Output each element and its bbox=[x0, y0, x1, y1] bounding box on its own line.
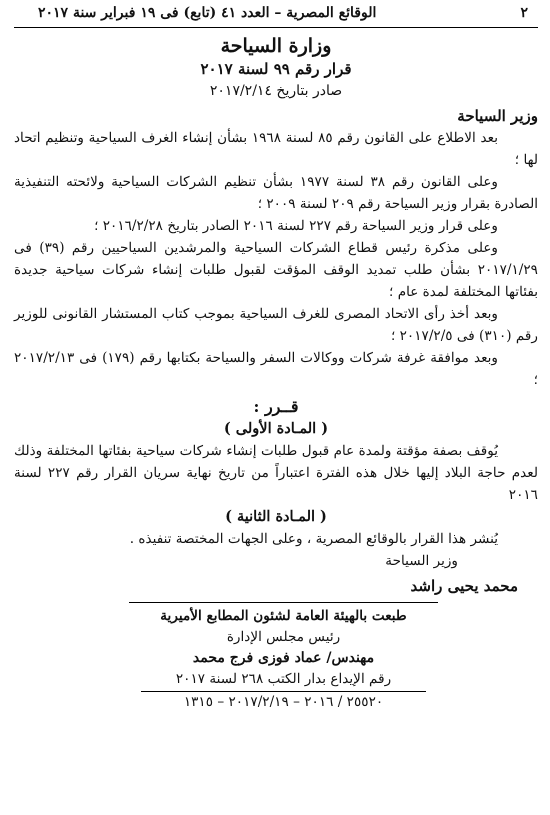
preamble-clause: وعلى القانون رقم ٣٨ لسنة ١٩٧٧ بشأن تنظيم الشركات السياحية ولائحته التنفيذية الصادرة بقرار وزير السياحة رقم ٢٠٩ لسنة ٢٠٠٩ ؛ bbox=[14, 174, 538, 212]
print-code: ٢٥٥٢٠ / ٢٠١٦ – ٢٠١٧/٢/١٩ – ١٣١٥ bbox=[141, 691, 426, 712]
issuer-title: وزير السياحة bbox=[457, 107, 538, 125]
preamble-clause: بعد الاطلاع على القانون رقم ٨٥ لسنة ١٩٦٨ بشأن إنشاء الغرف السياحية وتنظيم اتحاد لها ؛ bbox=[14, 130, 538, 168]
preamble-clause: وبعد موافقة غرفة شركات ووكالات السفر والسياحة بكتابها رقم (١٧٩) فى ٢٠١٧/٢/١٣ ؛ bbox=[14, 350, 538, 388]
signer-title: وزير السياحة bbox=[385, 553, 458, 569]
signer-name: محمد يحيى راشد bbox=[410, 577, 518, 595]
article-two-text: يُنشر هذا القرار بالوقائع المصرية ، وعلى الجهات المختصة تنفيذه . bbox=[129, 531, 498, 547]
decree-date: صادر بتاريخ ٢٠١٧/٢/١٤ bbox=[209, 83, 343, 99]
preamble-clause: وبعد أخذ رأى الاتحاد المصرى للغرف السياحية بموجب كتاب المستشار القانونى للوزير رقم (٣١٠) فى ٢٠١٧/٢/٥ ؛ bbox=[14, 306, 538, 344]
article-one-text: يُوقف بصفة مؤقتة ولمدة عام قبول طلبات إنشاء شركات سياحية بفئاتها المختلفة وذلك لعدم حاجة البلاد إليها خلال هذه الفترة اعتباراً من تاريخ نهاية سريان القرار رقم ٢٢٧ لسنة ٢٠١٦ bbox=[14, 443, 538, 503]
gazette-issue-info: الوقائع المصرية – العدد ٤١ (تابع) فى ١٩ فبراير سنة ٢٠١٧ bbox=[38, 5, 377, 21]
page-header bbox=[14, 2, 538, 24]
preamble-clause: وعلى قرار وزير السياحة رقم ٢٢٧ لسنة ٢٠١٦ الصادر بتاريخ ٢٠١٦/٢/٢٨ ؛ bbox=[94, 218, 498, 234]
printer-footer bbox=[129, 602, 438, 712]
printed-by: طبعت بالهيئة العامة لشئون المطابع الأميرية bbox=[160, 608, 407, 624]
ministry-title: وزارة السياحة bbox=[220, 35, 332, 57]
preamble bbox=[14, 127, 538, 391]
article-one-title: ( المـادة الأولى ) bbox=[223, 420, 329, 437]
chair-name: مهندس/ عماد فوزى فرج محمد bbox=[192, 650, 375, 666]
page-number: ٢ bbox=[520, 5, 528, 21]
decree-number: قرار رقم ٩٩ لسنة ٢٠١٧ bbox=[200, 60, 352, 78]
decided-heading: قــرر : bbox=[253, 397, 299, 416]
preamble-clause: وعلى مذكرة رئيس قطاع الشركات السياحية والمرشدين السياحيين رقم (٣٩) فى ٢٠١٧/١/٢٩ بشأن طلب تمديد الوقف المؤقت لقبول طلبات إنشاء شركات سياحية جديدة بفئاتها المختلفة لمدة عام ؛ bbox=[14, 240, 538, 300]
chair-title: رئيس مجلس الإدارة bbox=[226, 629, 341, 645]
header-divider bbox=[14, 27, 538, 28]
deposit-number: رقم الإيداع بدار الكتب ٢٦٨ لسنة ٢٠١٧ bbox=[175, 671, 392, 687]
article-two-title: ( المـادة الثانية ) bbox=[225, 508, 327, 525]
